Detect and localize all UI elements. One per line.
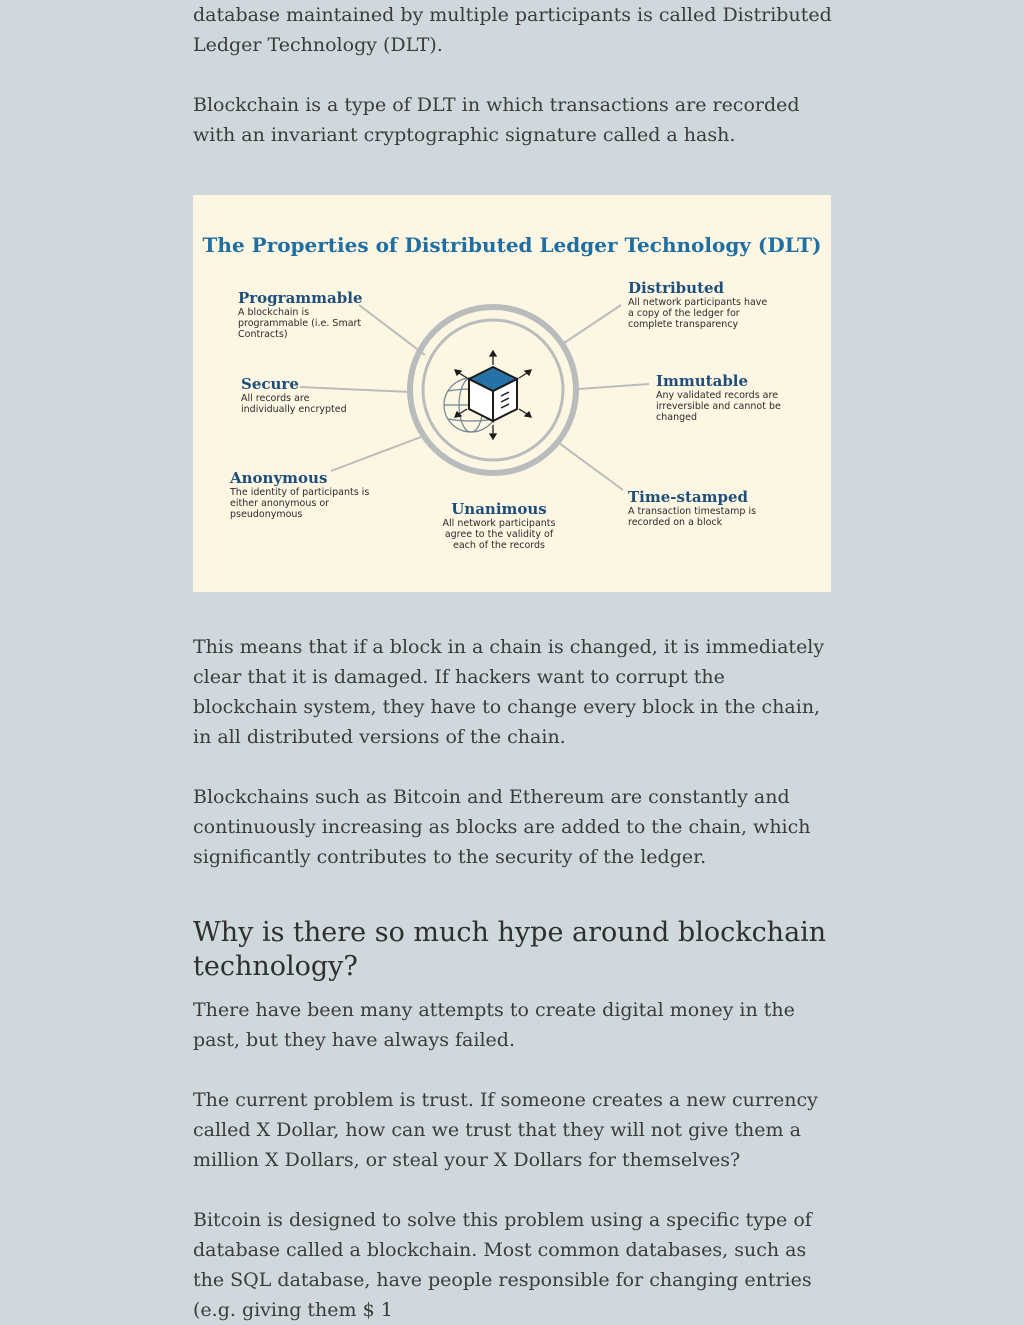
property-title: Secure	[241, 375, 299, 393]
paragraph-trust-problem: The current problem is trust. If someone creates a new currency called X Dollar, how can we trust that they will not give them a million X Dollars, or steal your X Dollars for themselves?	[193, 1089, 818, 1171]
paragraph-digital-money: There have been many attempts to create digital money in the past, but they have always failed.	[193, 999, 795, 1051]
property-description: All records are individually encrypted	[241, 393, 347, 415]
connector-anonymous	[331, 437, 421, 471]
property-secure	[241, 375, 361, 415]
property-title: Distributed	[628, 279, 725, 297]
property-title: Anonymous	[230, 469, 328, 487]
connector-immutable	[579, 384, 649, 389]
property-unanimous	[439, 500, 559, 551]
figure-title: The Properties of Distributed Ledger Technology (DLT)	[202, 233, 822, 257]
property-title: Programmable	[238, 289, 363, 307]
block-cube-icon	[469, 367, 517, 421]
property-title: Immutable	[656, 372, 749, 390]
property-title: Unanimous	[451, 500, 547, 518]
property-distributed	[628, 279, 768, 330]
property-description: The identity of participants is either anonymous or pseudonymous	[230, 487, 370, 520]
paragraph-dlt-definition: database maintained by multiple participants is called Distributed Ledger Technology (DLT).	[193, 4, 832, 56]
connector-timestamped	[559, 443, 623, 490]
property-anonymous	[230, 469, 370, 520]
property-description: A blockchain is programmable (i.e. Smart Contracts)	[238, 307, 362, 340]
property-programmable	[238, 289, 363, 340]
property-description: Any validated records are irreversible and cannot be changed	[656, 390, 781, 423]
paragraph-block-change: This means that if a block in a chain is changed, it is immediately clear that it is damaged. If hackers want to corrupt the blockchain system, they have to change every block in the chain, in all distributed versions of the chain.	[193, 636, 825, 748]
section-heading: Why is there so much hype around blockchain technology?	[193, 917, 827, 982]
paragraph-blockchain-definition: Blockchain is a type of DLT in which transactions are recorded with an invariant cryptographic signature called a hash.	[193, 94, 800, 146]
property-description: All network participants agree to the validity of each of the records	[442, 518, 556, 551]
property-immutable	[656, 372, 791, 423]
paragraph-blockchain-growth: Blockchains such as Bitcoin and Ethereum are constantly and continuously increasing as blocks are added to the chain, which significantly contributes to the security of the ledger.	[193, 786, 811, 868]
property-description: A transaction timestamp is recorded on a block	[628, 506, 757, 528]
dlt-properties-figure	[193, 195, 831, 592]
paragraph-bitcoin-solution: Bitcoin is designed to solve this problem using a specific type of database called a blockchain. Most common databases, such as the SQL database, have people responsible for changing entries (e.g. giving them $ 1	[193, 1209, 812, 1321]
property-title: Time-stamped	[628, 488, 748, 506]
connector-distributed	[561, 305, 621, 345]
connector-programmable	[359, 305, 425, 355]
property-description: All network participants have a copy of the ledger for complete transparency	[628, 297, 768, 330]
property-timestamped	[628, 488, 778, 528]
